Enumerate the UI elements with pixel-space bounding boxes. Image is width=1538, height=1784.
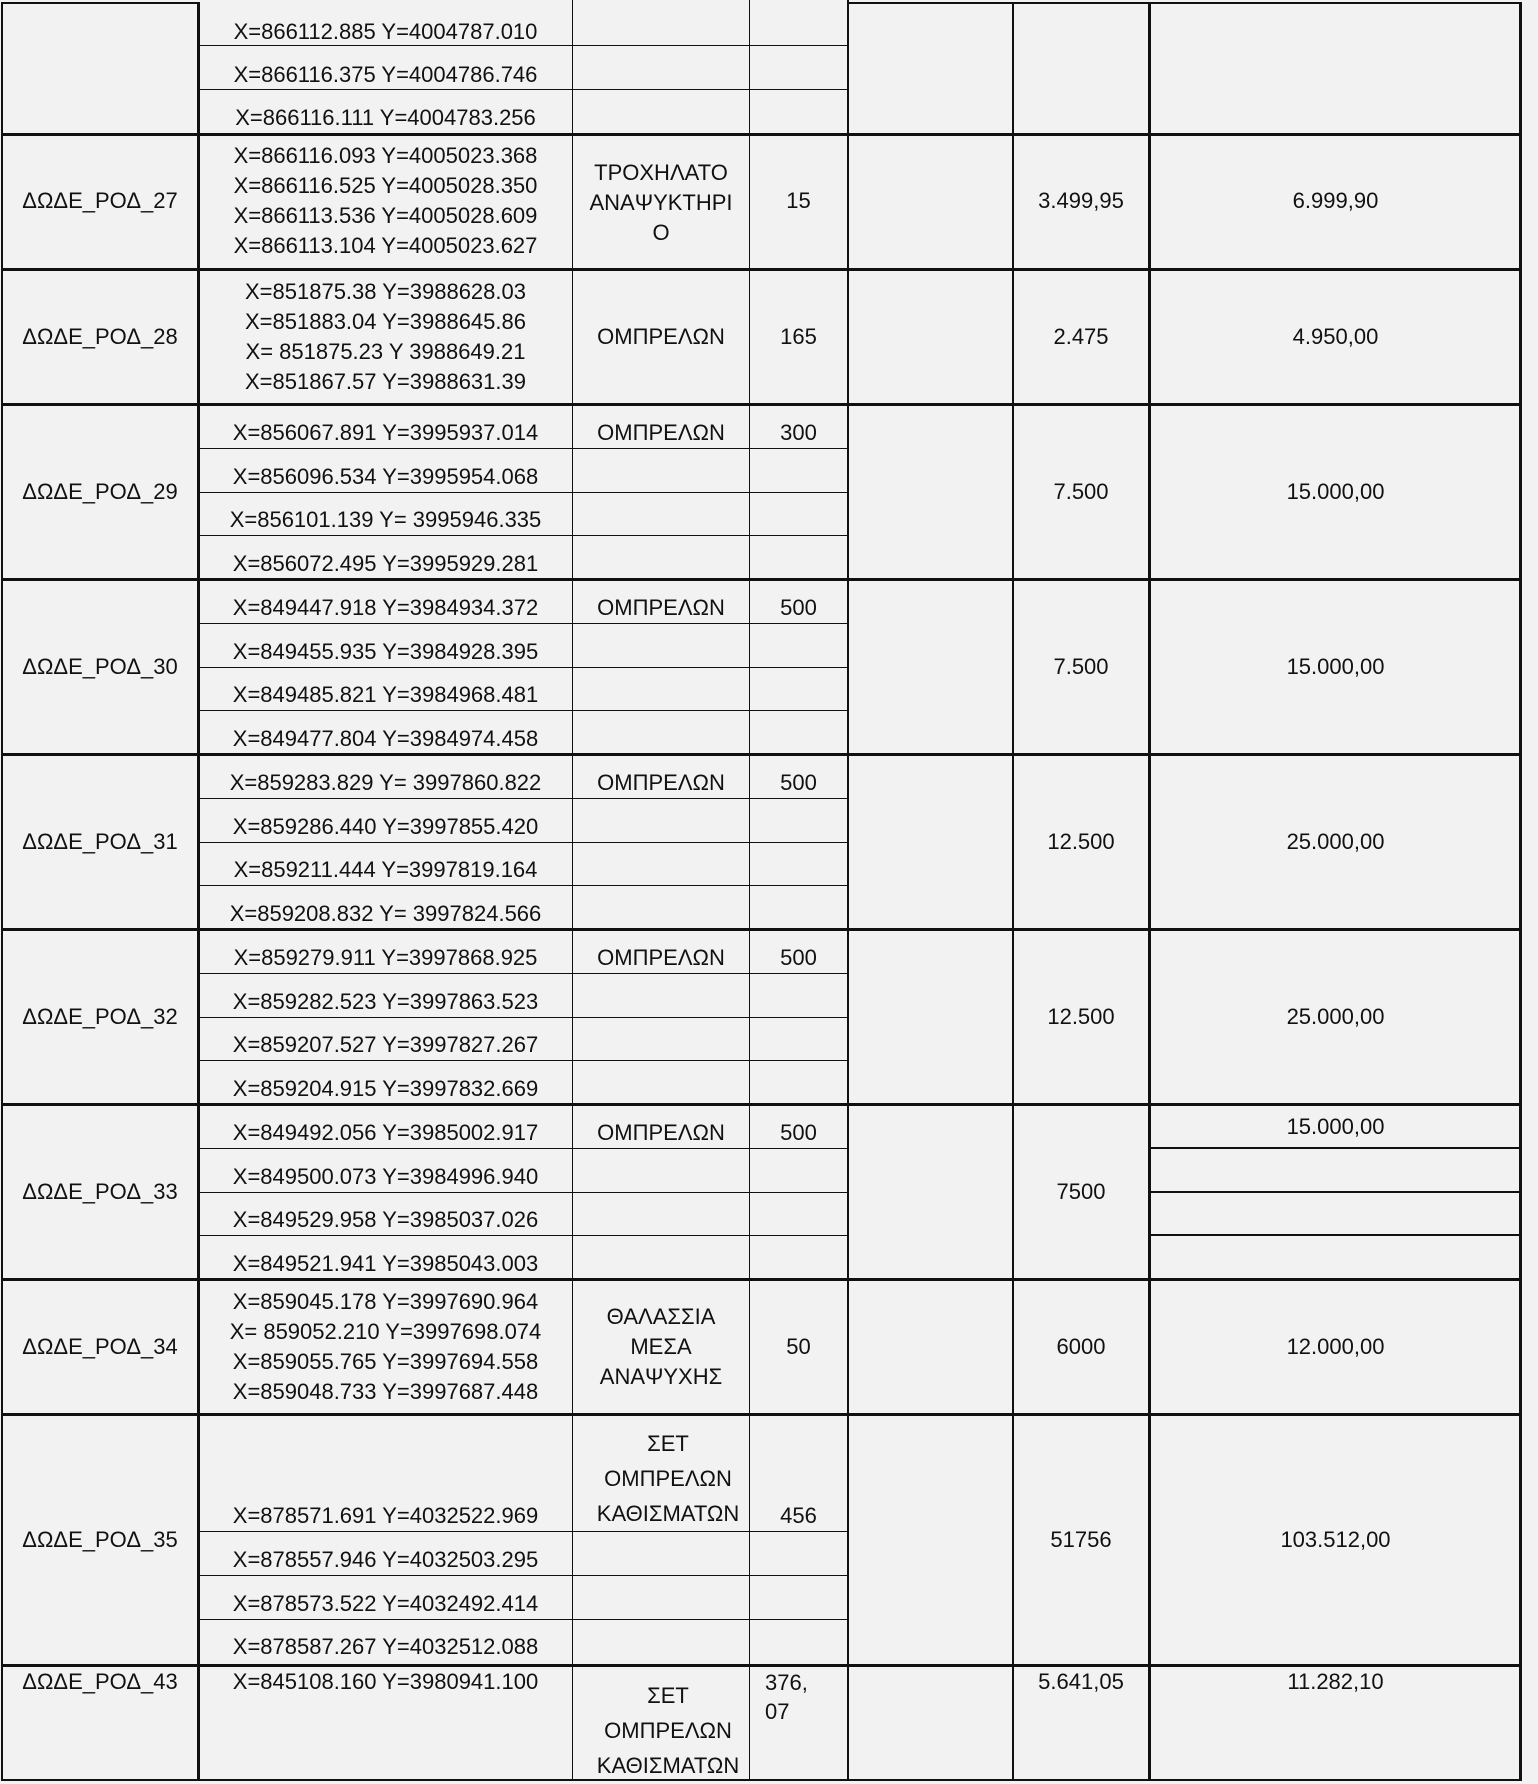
coord-cell: X=859207.527 Y=3997827.267 [232, 1031, 539, 1057]
fee-cell: 12.000,00 [1286, 1333, 1385, 1359]
grid-line [1, 1664, 1522, 1667]
row-id: ΔΩΔΕ_ΡΟΔ_32 [22, 1004, 178, 1030]
qty-cell: 50 [786, 1333, 811, 1359]
coord-cell: X=845108.160 Y=3980941.100 [232, 1668, 539, 1694]
type-cell: ΟΜΠΡΕΛΩΝ [597, 769, 725, 795]
fee-cell: 4.950,00 [1292, 323, 1379, 349]
grid-line [199, 1060, 849, 1061]
qty-cell: 15 [786, 187, 811, 213]
coord-cell: X=859286.440 Y=3997855.420 [232, 813, 539, 839]
coord-cell: X=859208.832 Y= 3997824.566 [229, 900, 542, 926]
grid-line [847, 2, 1522, 4]
coord-cell: X=849529.958 Y=3985037.026 [232, 1206, 539, 1232]
coord-cell: X=849500.073 Y=3984996.940 [232, 1163, 539, 1189]
row-id: ΔΩΔΕ_ΡΟΔ_30 [22, 654, 178, 680]
type-cell: ΟΜΠΡΕΛΩΝ [597, 419, 725, 445]
coord-block: X=851875.38 Y=3988628.03 X=851883.04 Y=3988645.86 X= 851875.23 Y 3988649.21 X=851867.57 Y=3988631.39 [245, 279, 526, 394]
area-cell: 2.475 [1053, 323, 1109, 349]
grid-line [199, 492, 849, 493]
qty-cell: 500 [780, 594, 817, 620]
grid-line [199, 1531, 849, 1532]
row-id: ΔΩΔΕ_ΡΟΔ_31 [22, 829, 178, 855]
coord-cell: X=849447.918 Y=3984934.372 [232, 594, 539, 620]
grid-line [199, 1192, 849, 1193]
qty-cell: 165 [780, 323, 817, 349]
qty-cell: 500 [780, 1119, 817, 1145]
grid-line [1148, 1147, 1522, 1149]
qty-cell: 456 [780, 1502, 817, 1528]
grid-line [199, 885, 849, 886]
coord-block: X=866116.093 Y=4005023.368 X=866116.525 Y=4005028.350 X=866113.536 Y=4005028.609 X=866113.104 Y=4005023.627 [233, 143, 538, 258]
row-id: ΔΩΔΕ_ΡΟΔ_43 [22, 1668, 178, 1694]
area-cell: 7500 [1056, 1179, 1106, 1205]
area-cell: 7.500 [1053, 479, 1109, 505]
area-cell: 6000 [1056, 1333, 1106, 1359]
grid-line [199, 798, 849, 799]
grid-line [1, 403, 1522, 406]
coord-cell: X=859211.444 Y=3997819.164 [233, 856, 538, 882]
coord-cell: X=856072.495 Y=3995929.281 [232, 550, 539, 576]
qty-cell: 376, 07 [765, 1670, 808, 1724]
grid-line [199, 448, 849, 449]
type-cell: ΟΜΠΡΕΛΩΝ [597, 323, 725, 349]
grid-line [1, 1779, 1522, 1781]
coord-cell: X=878587.267 Y=4032512.088 [232, 1633, 539, 1659]
fee-cell: 15.000,00 [1286, 654, 1385, 680]
grid-line [1, 753, 1522, 756]
grid-line [199, 1017, 849, 1018]
grid-line [1148, 1191, 1522, 1193]
type-cell: ΟΜΠΡΕΛΩΝ [597, 1119, 725, 1145]
grid-line [199, 1619, 849, 1620]
grid-line [1, 578, 1522, 581]
coord-cell: X=849521.941 Y=3985043.003 [232, 1250, 539, 1276]
area-cell: 5.641,05 [1038, 1668, 1124, 1694]
row-id: ΔΩΔΕ_ΡΟΔ_34 [22, 1333, 178, 1359]
grid-line [1, 928, 1522, 931]
grid-line [199, 1235, 849, 1236]
coord-block: X=859045.178 Y=3997690.964 X= 859052.210 Y=3997698.074 X=859055.765 Y=3997694.558 X=859048.733 Y=3997687.448 [229, 1289, 542, 1404]
grid-line [1, 1103, 1522, 1106]
area-cell: 7.500 [1053, 654, 1109, 680]
fee-cell: 15.000,00 [1286, 479, 1385, 505]
coord-cell: X=859282.523 Y=3997863.523 [232, 988, 539, 1014]
row-id: ΔΩΔΕ_ΡΟΔ_27 [22, 187, 178, 213]
coord-cell: X=866112.885 Y=4004787.010 [233, 18, 538, 44]
fee-cell: 6.999,90 [1292, 187, 1379, 213]
type-cell: ΟΜΠΡΕΛΩΝ [597, 594, 725, 620]
grid-line [1, 133, 1522, 136]
row-id: ΔΩΔΕ_ΡΟΔ_35 [22, 1526, 178, 1552]
grid-line [199, 535, 849, 536]
coord-cell: X=849477.804 Y=3984974.458 [232, 725, 539, 751]
coord-cell: X=878571.691 Y=4032522.969 [232, 1502, 539, 1528]
type-cell: ΟΜΠΡΕΛΩΝ [597, 944, 725, 970]
fee-cell: 103.512,00 [1280, 1526, 1391, 1552]
fee-cell: 15.000,00 [1286, 1113, 1385, 1139]
grid-line [199, 1575, 849, 1576]
grid-line [199, 623, 849, 624]
coord-cell: X=878557.946 Y=4032503.295 [232, 1546, 539, 1572]
grid-line [1, 1278, 1522, 1281]
grid-line [1, 2, 200, 4]
fee-cell: 25.000,00 [1286, 1004, 1385, 1030]
coord-cell: X=856067.891 Y=3995937.014 [232, 419, 539, 445]
area-cell: 51756 [1050, 1526, 1112, 1552]
coord-cell: X=866116.375 Y=4004786.746 [233, 61, 538, 87]
grid-line [199, 45, 849, 46]
type-cell: ΣΕΤ ΟΜΠΡΕΛΩΝ ΚΑΘΙΣΜΑΤΩΝ [596, 1431, 740, 1526]
type-cell: ΣΕΤ ΟΜΠΡΕΛΩΝ ΚΑΘΙΣΜΑΤΩΝ [596, 1683, 740, 1778]
type-cell: ΘΑΛΑΣΣΙΑ ΜΕΣΑ ΑΝΑΨΥΧΗΣ [599, 1304, 723, 1389]
qty-cell: 300 [780, 419, 817, 445]
coord-cell: X=849485.821 Y=3984968.481 [232, 681, 539, 707]
qty-cell: 500 [780, 944, 817, 970]
coord-cell: X=849455.935 Y=3984928.395 [232, 638, 539, 664]
grid-line [199, 710, 849, 711]
area-cell: 12.500 [1047, 829, 1115, 855]
area-cell: 3.499,95 [1038, 187, 1124, 213]
coord-cell: X=856101.139 Y= 3995946.335 [229, 506, 542, 532]
coord-cell: X=878573.522 Y=4032492.414 [232, 1590, 539, 1616]
grid-line [199, 1148, 849, 1149]
row-id: ΔΩΔΕ_ΡΟΔ_33 [22, 1179, 178, 1205]
area-cell: 12.500 [1047, 1004, 1115, 1030]
grid-line [1, 1413, 1522, 1416]
grid-line [199, 973, 849, 974]
grid-line [1, 268, 1522, 271]
grid-line [199, 842, 849, 843]
fee-cell: 25.000,00 [1286, 829, 1385, 855]
coord-cell: X=859204.915 Y=3997832.669 [232, 1075, 539, 1101]
coord-cell: X=849492.056 Y=3985002.917 [232, 1119, 539, 1145]
qty-cell: 500 [780, 769, 817, 795]
row-id: ΔΩΔΕ_ΡΟΔ_29 [22, 479, 178, 505]
grid-line [1148, 1234, 1522, 1236]
grid-line [199, 89, 849, 90]
coord-cell: X=866116.111 Y=4004783.256 [235, 104, 536, 130]
coord-cell: X=859279.911 Y=3997868.925 [233, 944, 538, 970]
type-cell: ΤΡΟΧΗΛΑΤΟ ΑΝΑΨΥΚΤΗΡΙ Ο [589, 160, 733, 245]
grid-line [199, 667, 849, 668]
fee-cell: 11.282,10 [1287, 1668, 1384, 1694]
row-id: ΔΩΔΕ_ΡΟΔ_28 [22, 323, 178, 349]
coord-cell: X=859283.829 Y= 3997860.822 [229, 769, 542, 795]
coord-cell: X=856096.534 Y=3995954.068 [232, 463, 539, 489]
